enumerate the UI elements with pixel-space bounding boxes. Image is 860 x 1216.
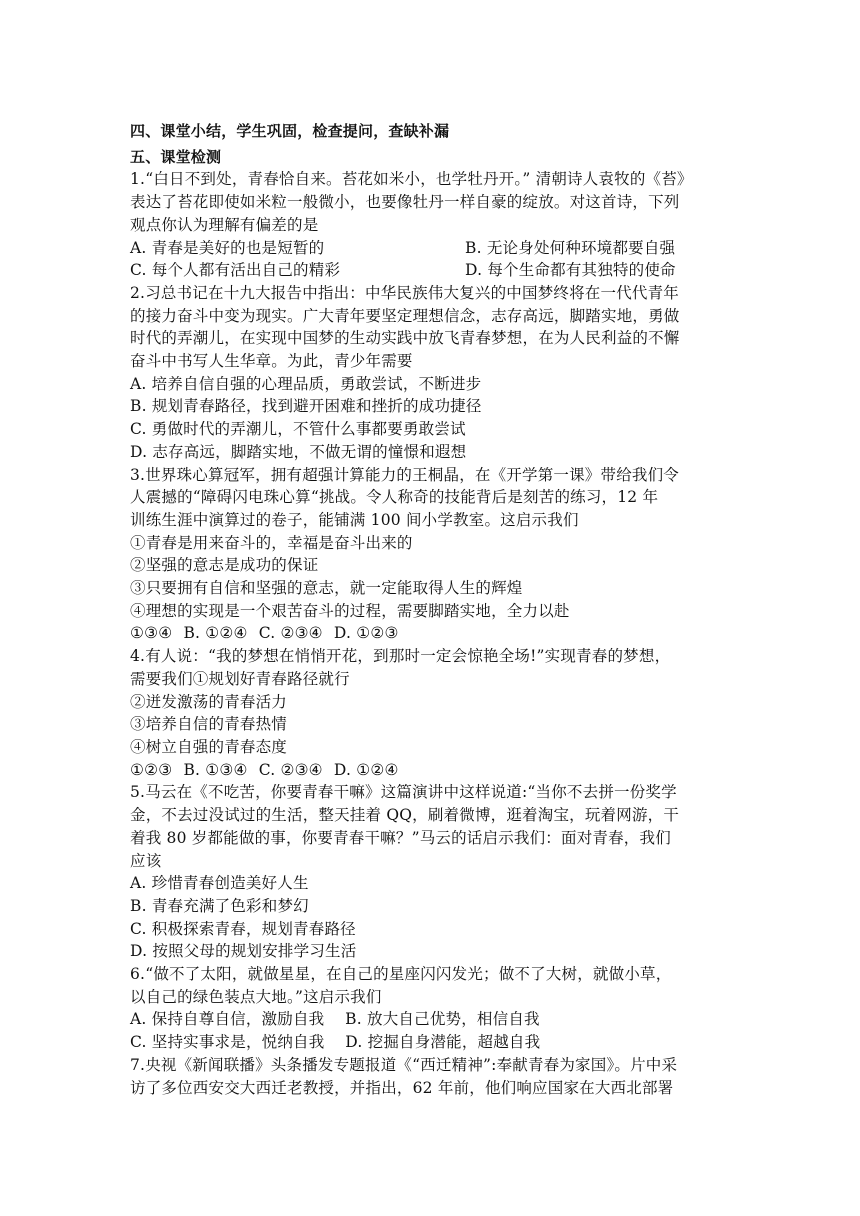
statement-item: ④理想的实现是一个艰苦奋斗的过程，需要脚踏实地，全力以赴 (130, 601, 570, 620)
question-text-line: 训练生涯中演算过的卷子，能铺满 100 间小学教室。这启示我们 (130, 510, 579, 529)
option-row (130, 259, 740, 282)
question-text-line: 3.世界珠心算冠军，拥有超强计算能力的王桐晶，在《开学第一课》带给我们令 (130, 465, 679, 484)
statement-item: ②迸发激荡的青春活力 (130, 692, 288, 711)
option-b: B. 青春充满了色彩和梦幻 (130, 896, 309, 915)
option-a: A. 珍惜青春创造美好人生 (130, 874, 309, 893)
statement-item: ③培养自信的青春热情 (130, 715, 288, 734)
question-text-line: 人震撼的“障碍闪电珠心算“挑战。令人称奇的技能背后是刻苦的练习，12 年 (130, 488, 659, 507)
option-c: C. 积极探索青春，规划青春路径 (130, 919, 356, 938)
question-7 (130, 1054, 740, 1099)
option-c: C. 每个人都有活出自己的精彩 (130, 261, 341, 280)
question-text-line: 6.“做不了太阳，就做星星，在自己的星座闪闪发光；做不了大树，就做小草， (130, 965, 672, 984)
option-d: D. 志存高远，脚踏实地，不做无谓的憧憬和遐想 (130, 442, 467, 461)
answer-option: B. ①②④ (183, 624, 248, 643)
answer-option: D. ①②④ (333, 760, 399, 779)
question-text-line: 2.习总书记在十九大报告中指出：中华民族伟大复兴的中国梦终将在一代代青年 (130, 283, 679, 302)
question-6 (130, 963, 740, 1054)
question-text-line: 应该 (130, 851, 162, 870)
option-b: B. 无论身处何种环境都要自强 (465, 238, 676, 257)
option-a: A. 青春是美好的也是短暂的 (130, 238, 325, 257)
question-text-line: 观点你认为理解有偏差的是 (130, 215, 319, 234)
question-5 (130, 781, 740, 963)
answer-option: ①②③ (130, 760, 173, 779)
option-c: C. 勇做时代的弄潮儿，不管什么事都要勇敢尝试 (130, 420, 466, 439)
section-heading-test: 五、课堂检测 (130, 147, 222, 166)
statement-item: ③只要拥有自信和坚强的意志，就一定能取得人生的辉煌 (130, 579, 523, 598)
question-text-line: 需要我们①规划好青春路径就行 (130, 669, 350, 688)
answer-option: C. ②③④ (258, 760, 323, 779)
statement-item: ④树立自强的青春态度 (130, 737, 288, 756)
option-row (130, 237, 740, 260)
answer-option: C. ②③④ (258, 624, 323, 643)
question-2 (130, 282, 740, 464)
option-d: D. 每个生命都有其独特的使命 (465, 261, 676, 280)
answer-option: B. ①③④ (183, 760, 248, 779)
question-text-line: 1.“白日不到处，青春恰自来。苔花如米小，也学牡丹开。” 清朝诗人袁牧的《苔》 (130, 170, 693, 189)
option-row: C. 坚持实事求是，悦纳自我 D. 挖掘自身潜能，超越自我 (130, 1033, 541, 1052)
question-text-line: 以自己的绿色装点大地。”这启示我们 (130, 987, 382, 1006)
answer-option: ①③④ (130, 624, 173, 643)
question-text-line: 5.马云在《不吃苦，你要青春干嘛》这篇演讲中这样说道:“当你不去拼一份奖学 (130, 783, 677, 802)
question-text-line: 7.央视《新闻联播》头条播发专题报道《“西迁精神”:奉献青春为家国》。片中采 (130, 1055, 678, 1074)
option-d: D. 按照父母的规划安排学习生活 (130, 942, 357, 961)
question-text-line: 访了多位西安交大西迁老教授，并指出，62 年前，他们响应国家在大西北部署 (130, 1078, 674, 1097)
question-text-line: 的接力奋斗中变为现实。广大青年要坚定理想信念，志存高远，脚踏实地，勇做 (130, 306, 680, 325)
question-1 (130, 168, 740, 282)
option-row: A. 保持自尊自信，激励自我 B. 放大自己优势，相信自我 (130, 1010, 540, 1029)
option-a: A. 培养自信自强的心理品质，勇敢尝试，不断进步 (130, 374, 482, 393)
question-3 (130, 464, 740, 646)
answer-options-row (130, 622, 740, 645)
question-text-line: 奋斗中书写人生华章。为此，青少年需要 (130, 352, 413, 371)
answer-options-row (130, 759, 740, 782)
option-b: B. 规划青春路径，找到避开困难和挫折的成功捷径 (130, 397, 482, 416)
question-text-line: 时代的弄潮儿，在实现中国梦的生动实践中放飞青春梦想，在为人民利益的不懈 (130, 329, 680, 348)
answer-option: D. ①②③ (333, 624, 399, 643)
question-text-line: 表达了苔花即使如米粒一般微小，也要像牡丹一样自豪的绽放。对这首诗，下列 (130, 193, 680, 212)
statement-item: ②坚强的意志是成功的保证 (130, 556, 319, 575)
question-4 (130, 645, 740, 781)
section-heading-summary: 四、课堂小结，学生巩固，检查提问，查缺补漏 (130, 122, 450, 140)
question-text-line: 4.有人说：“我的梦想在悄悄开花，到那时一定会惊艳全场!”实现青春的梦想， (130, 647, 671, 666)
document-page (130, 120, 740, 1099)
question-text-line: 金，不去过没试过的生活，整天挂着 QQ，刷着微博，逛着淘宝，玩着网游，干 (130, 806, 680, 825)
question-text-line: 着我 80 岁都能做的事，你要青春干嘛？”马云的话启示我们：面对青春，我们 (130, 828, 671, 847)
statement-item: ①青春是用来奋斗的，幸福是奋斗出来的 (130, 533, 413, 552)
